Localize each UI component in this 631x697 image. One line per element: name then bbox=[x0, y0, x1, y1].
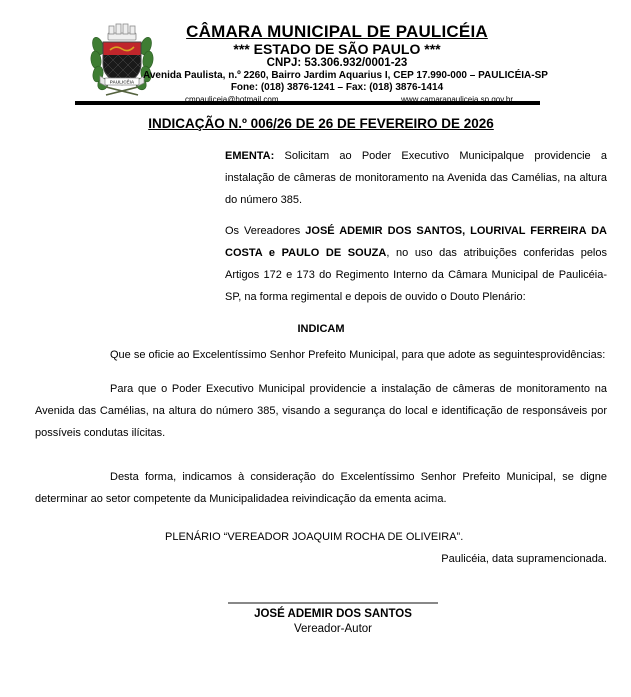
mural-crown bbox=[108, 24, 136, 40]
plenary-line: PLENÁRIO “VEREADOR JOAQUIM ROCHA DE OLIVEIRA”. bbox=[165, 531, 464, 543]
signature-role: Vereador-Autor bbox=[294, 623, 372, 635]
email-text: cmpauliceia@hotmail.com bbox=[185, 95, 279, 104]
date-line: Paulicéia, data supramencionada. bbox=[441, 553, 607, 565]
website-text: www.camarapauliceia.sp.gov.br bbox=[401, 95, 513, 104]
ementa-label: EMENTA: bbox=[225, 150, 275, 162]
authors-paragraph bbox=[225, 220, 607, 308]
cnpj-line: CNPJ: 53.306.932/0001-23 bbox=[266, 57, 408, 69]
document-title: INDICAÇÃO N.º 006/26 DE 26 DE FEVEREIRO DE 2026 bbox=[148, 116, 494, 131]
letterhead bbox=[35, 20, 607, 104]
signature-block bbox=[228, 602, 438, 637]
authors-intro: Os Vereadores bbox=[225, 225, 306, 237]
signature-line bbox=[228, 602, 438, 604]
signature-name: JOSÉ ADEMIR DOS SANTOS bbox=[254, 608, 412, 620]
contact-row bbox=[143, 94, 531, 104]
letterhead-text bbox=[143, 22, 548, 104]
banner-text: PAULICÉIA bbox=[109, 79, 135, 85]
ementa-block bbox=[225, 145, 607, 308]
crossed-stems bbox=[106, 87, 138, 95]
authors-rest: , no uso das atribuições conferidas pelos Artigos 172 e 173 do Regimento Interno da Câmara Municipal de Paulicéia-SP, na forma regimental e depois de ouvido o Douto Plenário: bbox=[225, 247, 607, 303]
body-paragraph-2: Para que o Poder Executivo Municipal providencie a instalação de câmeras de monitoramento na Avenida das Camélias, na altura do número 385, visando a segurança do local e identificação de responsáveis por possíveis condutas ilícitas. bbox=[35, 383, 607, 439]
phone-line: Fone: (018) 3876-1241 – Fax: (018) 3876-1414 bbox=[230, 82, 444, 93]
ementa-paragraph bbox=[225, 145, 607, 211]
org-name: CÂMARA MUNICIPAL DE PAULICÉIA bbox=[186, 22, 488, 41]
address-line: Avenida Paulista, n.º 2260, Bairro Jardim Aquarius I, CEP 17.990-000 – PAULICÉIA-SP bbox=[143, 70, 548, 81]
state-line: *** ESTADO DE SÃO PAULO *** bbox=[233, 41, 441, 57]
ementa-text: Solicitam ao Poder Executivo Municipalque providencie a instalação de câmeras de monitoramento na Avenida das Camélias, na altura do número 385. bbox=[225, 150, 607, 206]
body-paragraph-3: Desta forma, indicamos à consideração do Excelentíssimo Senhor Prefeito Municipal, se digne determinar ao setor competente da Municipalidadea reivindicação da ementa acima. bbox=[35, 471, 607, 505]
indicam-heading: INDICAM bbox=[297, 323, 345, 335]
authors-names: JOSÉ ADEMIR DOS SANTOS, LOURIVAL FERREIRA DA COSTA e PAULO DE SOUZA bbox=[225, 225, 607, 259]
body-paragraph-1: Que se oficie ao Excelentíssimo Senhor Prefeito Municipal, para que adote as seguintesprovidências: bbox=[110, 349, 606, 361]
